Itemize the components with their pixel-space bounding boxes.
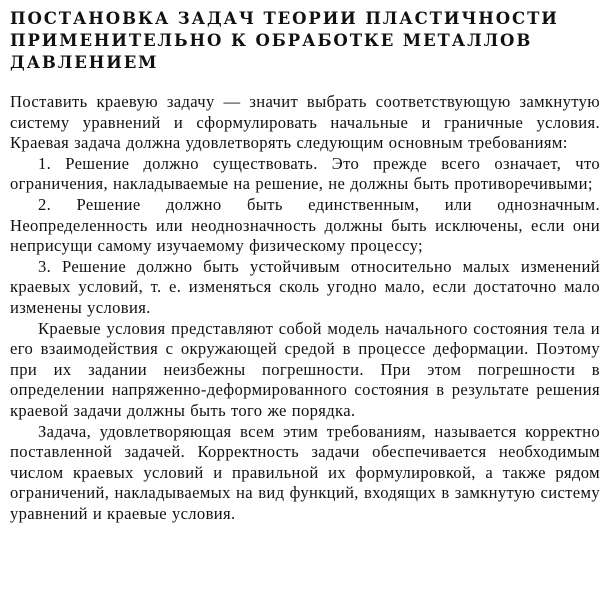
paragraph-intro: Поставить краевую задачу — значит выбрать соответствующую замкнутую систему уравнений и сформулировать начальные и граничные условия. Краевая задача должна удовлетворять следующим основным требованиям: (10, 92, 600, 153)
body-text (10, 92, 600, 524)
paragraph-boundary-conditions: Краевые условия представляют собой модель начального состояния тела и его взаимодействия с окружающей средой в процессе деформации. Поэтому при их задании неизбежны погрешности. При этом погрешности в определении напряженно-деформированного состояния в результате решения краевой задачи должны быть того же порядка. (10, 318, 600, 420)
paragraph-requirement-3: 3. Решение должно быть устойчивым относительно малых изменений краевых условий, т. е. изменяться сколь угодно мало, если достаточно мало изменены условия. (10, 256, 600, 317)
section-title-line-3: ДАВЛЕНИЕМ (10, 53, 159, 72)
paragraph-requirement-2: 2. Решение должно быть единственным, или однозначным. Неопределенность или неоднозначность должны быть исключены, если они неприсущи самому изучаемому физическому процессу; (10, 194, 600, 256)
section-title (10, 8, 600, 74)
section-title-line-2: ПРИМЕНИТЕЛЬНО К ОБРАБОТКЕ МЕТАЛЛОВ (10, 31, 533, 50)
paragraph-requirement-1: 1. Решение должно существовать. Это прежде всего означает, что ограничения, накладываемые на решение, не должны быть противоречивыми; (10, 153, 600, 194)
section-title-line-1: ПОСТАНОВКА ЗАДАЧ ТЕОРИИ ПЛАСТИЧНОСТИ (10, 9, 559, 28)
paragraph-correct-problem: Задача, удовлетворяющая всем этим требованиям, называется корректно поставленной задачей. Корректность задачи обеспечивается необходимым числом краевых условий и правильной их формулировкой, а также рядом ограничений, накладываемых на вид функций, входящих в замкнутую систему уравнений и краевые условия. (10, 421, 600, 523)
